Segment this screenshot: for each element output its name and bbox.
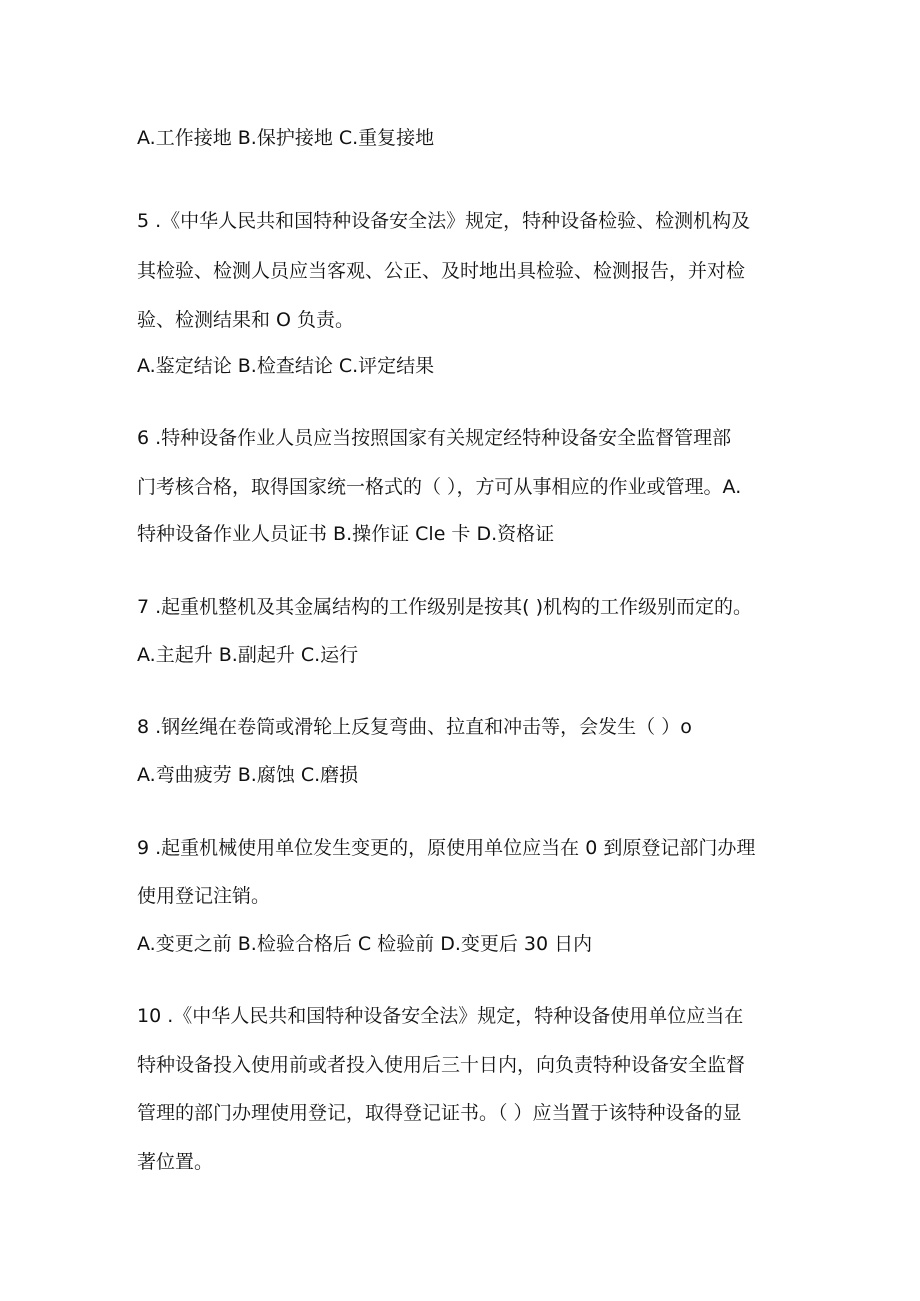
q6-text-line-2: 门考核合格，取得国家统一格式的（ ），方可从事相应的作业或管理。A.: [137, 476, 742, 498]
q9-text-line-1: 9 .起重机械使用单位发生变更的，原使用单位应当在 0 到原登记部门办理: [137, 837, 756, 859]
q7-text: 7 .起重机整机及其金属结构的工作级别是按其( )机构的工作级别而定的。: [137, 596, 753, 618]
q9-text-line-2: 使用登记注销。: [137, 885, 271, 907]
q5-text-line-2: 其检验、检测人员应当客观、公正、及时地出具检验、检测报告，并对检: [137, 260, 746, 282]
q5-text-line-1: 5 .《中华人民共和国特种设备安全法》规定，特种设备检验、检测机构及: [137, 210, 751, 232]
q8-options: A.弯曲疲劳 B.腐蚀 C.磨损: [137, 764, 359, 786]
q10-text-line-2: 特种设备投入使用前或者投入使用后三十日内，向负责特种设备安全监督: [137, 1054, 746, 1076]
q7-options: A.主起升 B.副起升 C.运行: [137, 644, 359, 666]
q5-options: A.鉴定结论 B.检查结论 C.评定结果: [137, 355, 435, 377]
q10-text-line-4: 著位置。: [137, 1151, 214, 1173]
q10-text-line-1: 10 .《中华人民共和国特种设备安全法》规定，特种设备使用单位应当在: [137, 1005, 744, 1027]
q4-options: A.工作接地 B.保护接地 C.重复接地: [137, 127, 435, 149]
q9-options: A.变更之前 B.检验合格后 C 检验前 D.变更后 30 日内: [137, 933, 593, 955]
q6-options: 特种设备作业人员证书 B.操作证 Cle 卡 D.资格证: [137, 523, 555, 545]
q5-text-line-3: 验、检测结果和 O 负责。: [137, 309, 355, 331]
q10-text-line-3: 管理的部门办理使用登记，取得登记证书。（ ）应当置于该特种设备的显: [137, 1102, 742, 1124]
q8-text: 8 .钢丝绳在卷筒或滑轮上反复弯曲、拉直和冲击等，会发生（ ）o: [137, 716, 692, 738]
q6-text-line-1: 6 .特种设备作业人员应当按照国家有关规定经特种设备安全监督管理部: [137, 427, 732, 449]
